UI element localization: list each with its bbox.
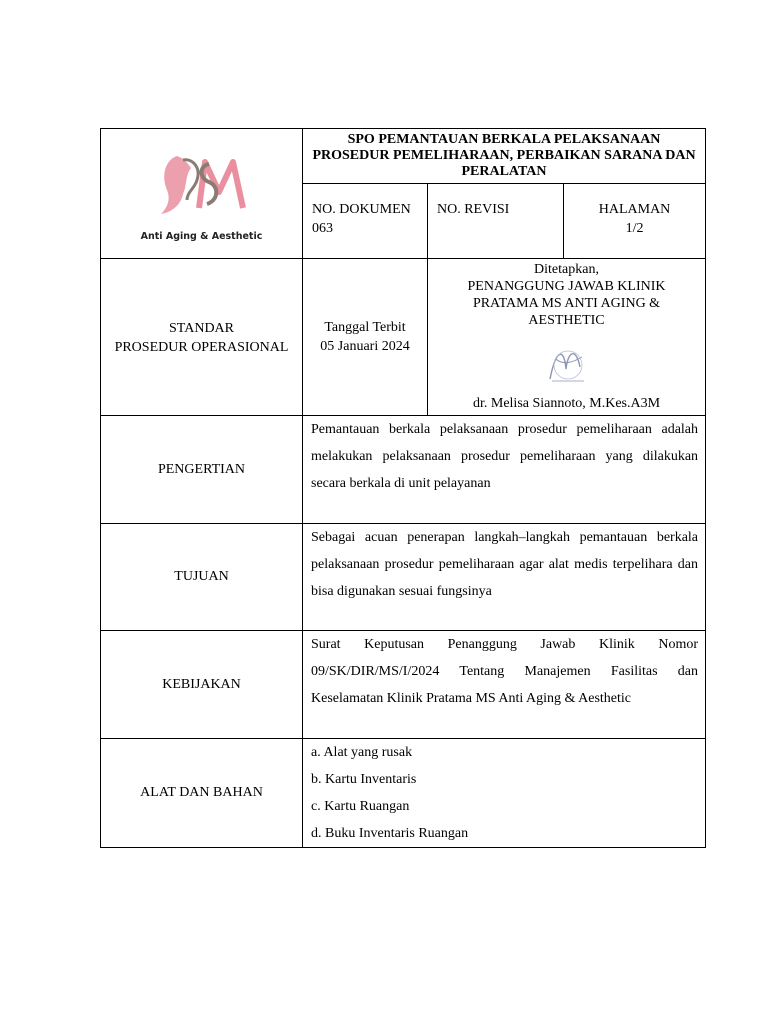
list-item: c. Kartu Ruangan [311, 799, 410, 814]
no-revisi-cell [428, 184, 564, 259]
pengertian-label: PENGERTIAN [101, 416, 303, 524]
alat-dan-bahan-list [303, 739, 706, 848]
list-item: d. Buku Inventaris Ruangan [311, 826, 469, 841]
signer-name: dr. Melisa Siannoto, M.Kes.A3M [472, 396, 661, 411]
clinic-logo-text: Anti Aging & Aesthetic [140, 230, 263, 242]
tujuan-text: Sebagai acuan penerapan langkah–langkah pemantauan berkala pelaksanaan prosedur pemeliharaan agar alat medis terpelihara dan bisa digunakan sesuai fungsinya [303, 524, 706, 631]
penanggung-jawab-title: PENANGGUNG JAWAB KLINIK PRATAMA MS ANTI AGING & AESTHETIC [467, 279, 666, 328]
no-dokumen-cell [303, 184, 428, 259]
no-revisi-label: NO. REVISI [437, 202, 510, 217]
spo-document [100, 128, 705, 848]
document-title: SPO PEMANTAUAN BERKALA PELAKSANAAN PROSEDUR PEMELIHARAAN, PERBAIKAN SARANA DAN PERALATAN [303, 129, 706, 184]
ditetapkan-label: Ditetapkan, [534, 262, 599, 277]
list-item: a. Alat yang rusak [311, 745, 413, 760]
signature-stamp [542, 339, 592, 389]
kebijakan-text: Surat Keputusan Penanggung Jawab Klinik Nomor 09/SK/DIR/MS/I/2024 Tentang Manajemen Fasilitas dan Keselamatan Klinik Pratama MS Anti Aging & Aesthetic [303, 631, 706, 739]
alat-dan-bahan-label: ALAT DAN BAHAN [101, 739, 303, 848]
kebijakan-label: KEBIJAKAN [101, 631, 303, 739]
clinic-logo-cell [101, 129, 303, 259]
list-item: b. Kartu Inventaris [311, 772, 417, 787]
standar-line1: STANDAR [169, 321, 234, 336]
tanggal-terbit-value: 05 Januari 2024 [320, 339, 410, 354]
spo-table [100, 128, 706, 848]
ditetapkan-cell [428, 259, 706, 416]
halaman-cell [564, 184, 706, 259]
no-dokumen-value: 063 [312, 221, 333, 236]
halaman-value: 1/2 [625, 221, 644, 236]
no-dokumen-label: NO. DOKUMEN [312, 202, 411, 217]
standar-cell [101, 259, 303, 416]
halaman-label: HALAMAN [598, 202, 671, 217]
standar-line2: PROSEDUR OPERASIONAL [114, 340, 289, 355]
tanggal-terbit-label: Tanggal Terbit [324, 320, 406, 335]
tanggal-terbit-cell [303, 259, 428, 416]
tujuan-label: TUJUAN [101, 524, 303, 631]
clinic-logo [147, 146, 257, 226]
pengertian-text: Pemantauan berkala pelaksanaan prosedur pemeliharaan adalah melakukan pelaksanaan prosedur pemeliharaan yang dilakukan secara berkala di unit pelayanan [303, 416, 706, 524]
